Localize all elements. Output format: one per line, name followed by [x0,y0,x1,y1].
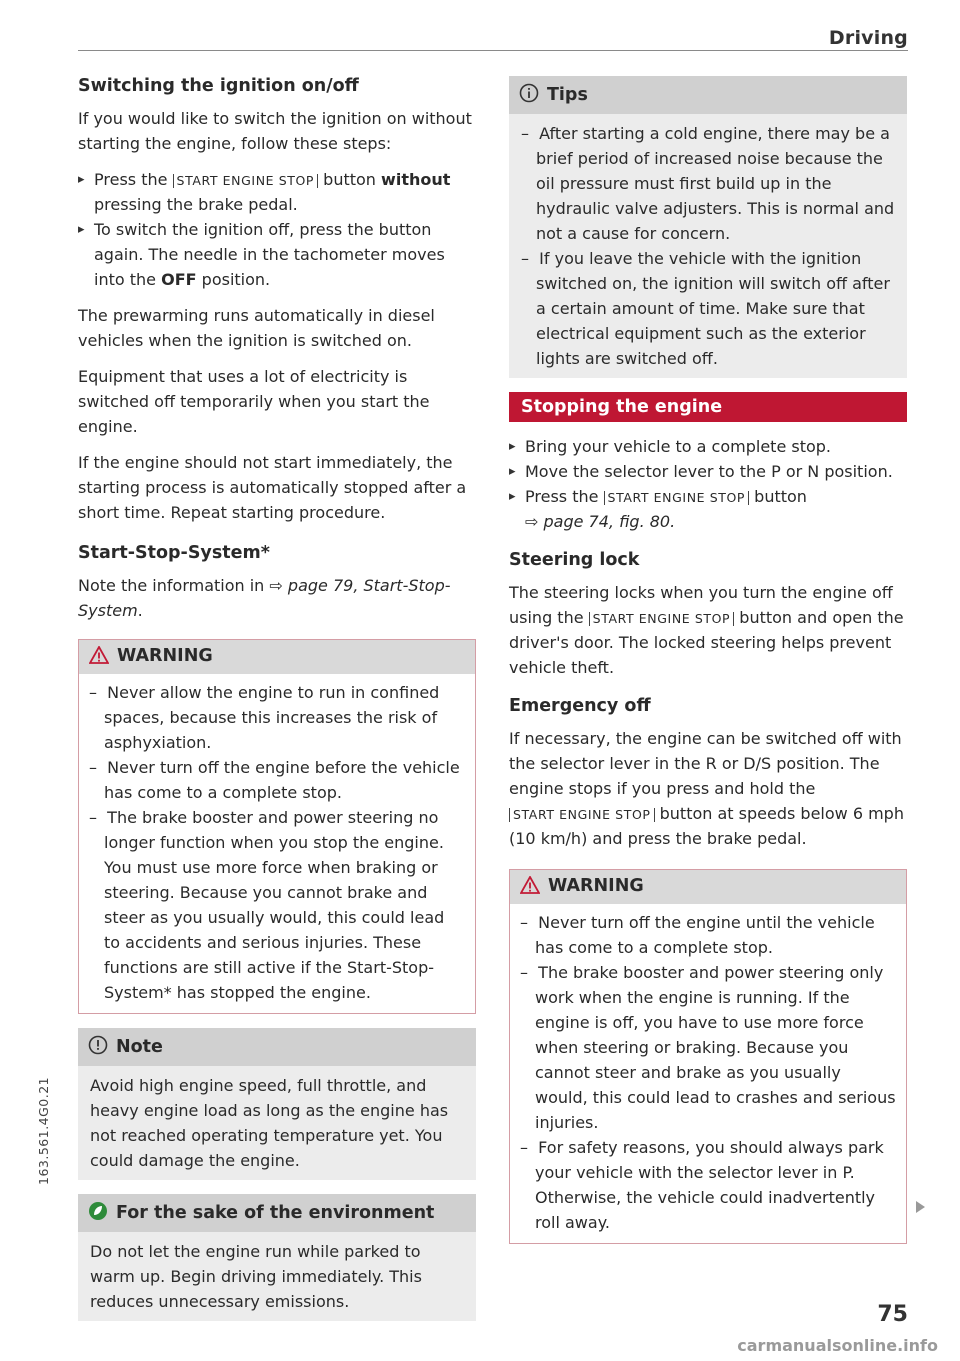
start-engine-stop-key: START ENGINE STOP [604,491,750,505]
steering-lock-text: The steering locks when you turn the engine off using the START ENGINE STOP button and open the driver's door. The locked steering helps prevent vehicle theft. [509,583,904,677]
right-column [509,76,907,1256]
restart-text: If the engine should not start immediately, the starting process is automatically stopped after a short time. Repeat starting procedure. [78,453,467,522]
tips-box [509,76,907,378]
section-title: Driving [828,27,908,49]
watermark: carmanualsonline.info [737,1336,938,1355]
warning-item: – For safety reasons, you should always park your vehicle with the selector lever in P. Otherwise, the vehicle could inadvertently roll away. [520,1135,896,1235]
warning-triangle-icon [89,646,109,669]
heading-ignition: Switching the ignition on/off [78,76,359,96]
tips-list [521,121,895,371]
header-rule [78,50,908,51]
fig-80-link[interactable]: ⇨ page 74, fig. 80. [525,512,676,531]
warning-item: – Never allow the engine to run in confined spaces, because this increases the risk of asphyxiation. [89,680,465,755]
warning-box-right [509,869,907,1244]
left-column [78,76,476,1333]
ignition-step-1: ▸ Press the START ENGINE STOP button without pressing the brake pedal. [78,167,476,217]
start-stop-link[interactable]: ⇨ page 79, Start-Stop-System [78,576,451,620]
emergency-off-text: If necessary, the engine can be switched off with the selector lever in the R or D/S position. The engine stops if you press and hold the START ENGINE STOP button at speeds below 6 mph (10 km/h) and press the brake pedal. [509,729,904,848]
info-circle-icon [519,83,539,108]
exclamation-circle-icon [88,1035,108,1060]
continue-arrow-icon [916,1201,925,1213]
warning-item: – The brake booster and power steering no longer function when you stop the engine. You must use more force when braking or steering. Because you cannot brake and steer as you usually would, this could lead to accidents and serious injuries. These functions are still active if the Start-Stop-System* has stopped the engine. [89,805,465,1005]
environment-box [78,1194,476,1321]
ignition-steps [78,167,476,292]
start-engine-stop-key: START ENGINE STOP [589,612,735,626]
warning-header: WARNING [510,870,906,904]
heading-steering-lock: Steering lock [509,550,640,570]
start-stop-text: Note the information in ⇨ page 79, Start-Stop-System. [78,576,451,620]
environment-text: Do not let the engine run while parked to warm up. Begin driving immediately. This reduces unnecessary emissions. [90,1242,422,1311]
heading-stopping-engine: Stopping the engine [509,392,907,422]
note-text: Avoid high engine speed, full throttle, and heavy engine load as long as the engine has not reached operating temperature yet. You could damage the engine. [90,1076,449,1170]
heading-start-stop: Start-Stop-System* [78,543,270,563]
tip-item: – If you leave the vehicle with the ignition switched on, the ignition will switch off after a certain amount of time. Make sure that electrical equipment such as the exterior lights are switched off. [521,246,895,371]
warning-triangle-icon [520,876,540,899]
tips-header: Tips [509,76,907,114]
stopping-step-1: ▸ Bring your vehicle to a complete stop. [509,434,907,459]
warning-item: – Never turn off the engine before the vehicle has come to a complete stop. [89,755,465,805]
tip-item: – After starting a cold engine, there may be a brief period of increased noise because the oil pressure must first build up in the hydraulic valve adjusters. This is normal and not a cause for concern. [521,121,895,246]
environment-header: For the sake of the environment [78,1194,476,1232]
note-header: Note [78,1028,476,1066]
start-engine-stop-key: START ENGINE STOP [173,174,319,188]
stopping-steps [509,434,907,534]
start-engine-stop-key: START ENGINE STOP [509,808,655,822]
warning-box-left [78,639,476,1014]
page-number: 75 [877,1302,908,1327]
warning-item: – Never turn off the engine until the vehicle has come to a complete stop. [520,910,896,960]
heading-emergency-off: Emergency off [509,696,651,716]
warning-list [89,680,465,1005]
note-box [78,1028,476,1180]
document-code: 163.561.4G0.21 [36,1076,51,1185]
stopping-step-3: ▸ Press the START ENGINE STOP button ⇨ page 74, fig. 80. [509,484,907,534]
prewarming-text: The prewarming runs automatically in diesel vehicles when the ignition is switched on. [78,306,435,350]
ignition-intro: If you would like to switch the ignition on without starting the engine, follow these steps: [78,109,472,153]
ignition-step-2: ▸ To switch the ignition off, press the button again. The needle in the tachometer moves into the OFF position. [78,217,476,292]
warning-list [520,910,896,1235]
warning-item: – The brake booster and power steering only work when the engine is running. If the engine is off, you have to use more force when steering or braking. Because you cannot steer and brake as you usually would, this could lead to crashes and serious injuries. [520,960,896,1135]
environment-leaf-icon [88,1201,108,1226]
warning-header: WARNING [79,640,475,674]
equipment-text: Equipment that uses a lot of electricity is switched off temporarily when you start the engine. [78,367,430,436]
stopping-step-2: ▸ Move the selector lever to the P or N position. [509,459,907,484]
